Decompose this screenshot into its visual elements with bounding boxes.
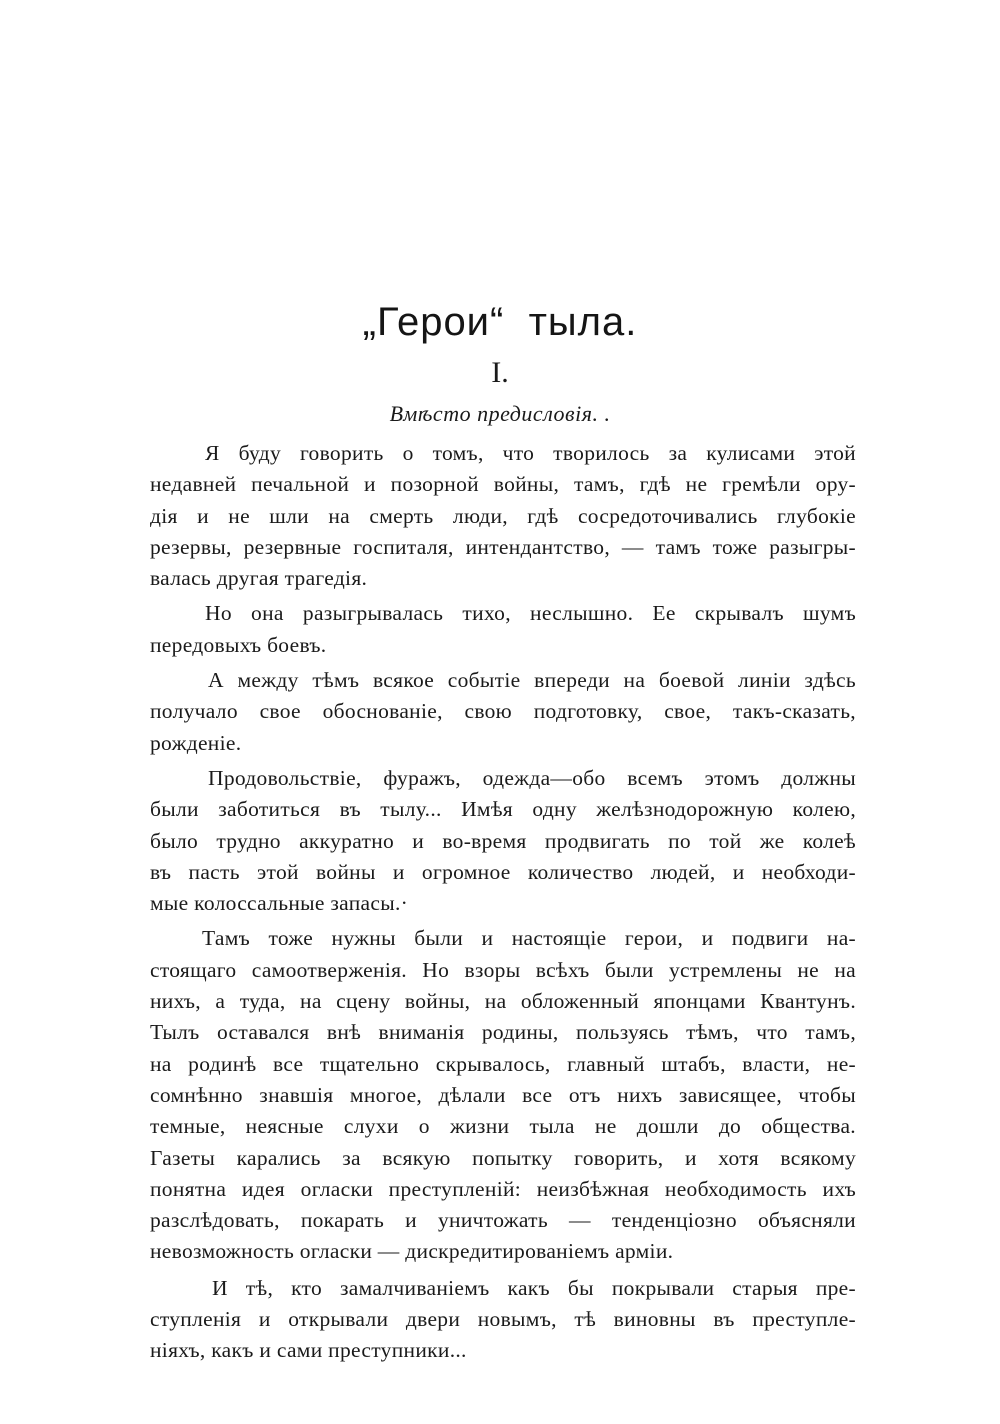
text-line: темные, неясные слухи о жизни тыла не дошли до общества. xyxy=(150,1114,856,1139)
text-line: недавней печальной и позорной войны, тамъ, гдѣ не гремѣли ору- xyxy=(150,472,856,497)
page-title: „Герои“ тыла. xyxy=(362,300,638,344)
text-line: Продовольствіе, фуражъ, одежда—обо всемъ этомъ должны xyxy=(208,765,856,790)
paragraph xyxy=(150,665,856,759)
text-line: разслѣдовать, покарать и уничтожать — тенденціозно объясняли xyxy=(150,1208,856,1233)
text-line: И тѣ, кто замалчиваніемъ какъ бы покрывали старыя пре- xyxy=(212,1275,856,1300)
text-line: нихъ, а туда, на сцену войны, на обложенный японцами Квантунъ. xyxy=(150,989,856,1014)
text-line: Тамъ тоже нужны были и настоящіе герои, и подвиги на- xyxy=(202,926,856,951)
section-subtitle: Вмѣсто предисловія. . xyxy=(389,401,611,426)
chapter-number: I. xyxy=(491,356,509,389)
text-line: на родинѣ все тщательно скрывалось, главный штабъ, власти, не- xyxy=(150,1051,856,1076)
text-line: рожденіе. xyxy=(150,730,242,755)
text-line: ніяхъ, какъ и сами преступники... xyxy=(150,1338,467,1363)
text-line: въ пасть этой войны и огромное количество людей, и необходи- xyxy=(150,859,856,884)
text-line: было трудно аккуратно и во-время продвигать по той же колеѣ xyxy=(150,828,856,853)
paragraph xyxy=(150,923,856,1267)
paragraph xyxy=(150,1273,856,1367)
text-line: сомнѣнно знавшія многое, дѣлали все отъ нихъ зависящее, чтобы xyxy=(150,1082,856,1107)
text-line: резервы, резервные госпиталя, интендантство, — тамъ тоже разыгры- xyxy=(150,534,856,559)
text-line: Газеты карались за всякую попытку говорить, и хотя всякому xyxy=(150,1145,856,1170)
text-line: передовыхъ боевъ. xyxy=(150,632,327,657)
text-line: невозможность огласки — дискредитированіемъ арміи. xyxy=(150,1239,674,1264)
text-line: мые колоссальные запасы.· xyxy=(150,891,409,916)
paragraph xyxy=(150,438,856,594)
text-line: понятна идея огласки преступленій: неизбѣжная необходимость ихъ xyxy=(150,1176,856,1201)
text-line: стоящаго самоотверженія. Но взоры всѣхъ были устремлены не на xyxy=(150,957,856,982)
text-line: получало свое обоснованіе, свою подготовку, свое, такъ-сказать, xyxy=(150,699,856,724)
text-line: Тылъ оставался внѣ вниманія родины, пользуясь тѣмъ, что тамъ, xyxy=(150,1020,856,1045)
paragraph xyxy=(150,598,856,661)
paragraph xyxy=(150,763,856,919)
text-line: Но она разыгрывалась тихо, неслышно. Ее скрывалъ шумъ xyxy=(205,601,856,626)
body-text xyxy=(150,438,856,1371)
text-line: ступленія и открывали двери новымъ, тѣ виновны въ преступле- xyxy=(150,1307,856,1332)
text-line: были заботиться въ тылу... Имѣя одну желѣзнодорожную колею, xyxy=(150,797,856,822)
text-line: валась другая трагедія. xyxy=(150,566,368,591)
text-line: Я буду говорить о томъ, что творилось за кулисами этой xyxy=(205,441,856,465)
text-line: дія и не шли на смерть люди, гдѣ сосредоточивались глубокіе xyxy=(150,503,856,528)
text-line: А между тѣмъ всякое событіе впереди на боевой линіи здѣсь xyxy=(208,668,856,693)
